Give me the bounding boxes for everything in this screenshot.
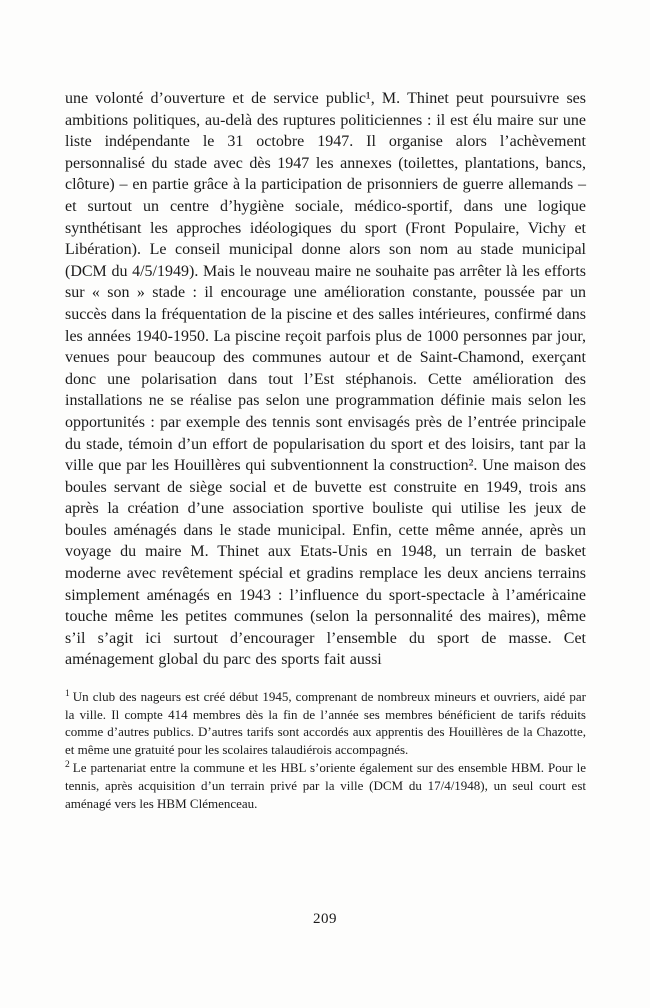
footnote-2-marker: 2 — [65, 760, 70, 771]
footnote-1-text: Un club des nageurs est créé début 1945, comprenant de nombreux mineurs et ouvriers, aidé par la ville. Il compte 414 membres dès la fin de l’année ses membres bénéficient de tarifs réduits comme d’autres publics. D’autres tarifs sont accordés aux apprentis des Houillères de la Chazotte, et même une gratuité pour les scolaires talaudiérois accompagnés. — [65, 689, 586, 757]
footnote-2-text: Le partenariat entre la commune et les HBL s’oriente également sur des ensemble HBM. Pour le tennis, après acquisition d’un terrain privé par la ville (DCM du 17/4/1948), un seul court est aménagé vers les HBM Clémenceau. — [65, 760, 586, 811]
footnote-2 — [65, 759, 586, 812]
footnote-1-marker: 1 — [65, 688, 70, 699]
page-number: 209 — [313, 911, 337, 927]
page-footer — [0, 910, 650, 928]
footnote-1 — [65, 688, 586, 758]
page-body — [65, 88, 586, 671]
footnotes-section — [65, 688, 586, 812]
body-paragraph: une volonté d’ouverture et de service public¹, M. Thinet peut poursuivre ses ambitions politiques, au-delà des ruptures politiciennes : il est élu maire sur une liste indépendante le 31 octobre 1947. Il organise alors l’achèvement personnalisé du stade avec dès 1947 les annexes (toilettes, plantations, bancs, clôture) – en partie grâce à la participation de prisonniers de guerre allemands – et surtout un centre d’hygiène sociale, médico-sportif, dans une logique synthétisant les approches idéologiques du sport (Front Populaire, Vichy et Libération). Le conseil municipal donne alors son nom au stade municipal (DCM du 4/5/1949). Mais le nouveau maire ne souhaite pas arrêter là les efforts sur « son » stade : il encourage une amélioration constante, poussée par un succès dans la fréquentation de la piscine et des salles intérieures, confirmé dans les années 1940-1950. La piscine reçoit parfois plus de 1000 personnes par jour, venues pour beaucoup des communes autour et de Saint-Chamond, exerçant donc une polarisation dans tout l’Est stéphanois. Cette amélioration des installations ne se réalise pas selon une programmation définie mais selon les opportunités : par exemple des tennis sont envisagés près de l’entrée principale du stade, témoin d’un effort de popularisation du sport et des loisirs, tant par la ville que par les Houillères qui subventionnent la construction². Une maison des boules servant de siège social et de buvette est construite en 1949, trois ans après la création d’une association sportive bouliste qui utilise les jeux de boules aménagés dans le stade municipal. Enfin, cette même année, après un voyage du maire M. Thinet aux Etats-Unis en 1948, un terrain de basket moderne avec revêtement spécial et gradins remplace les deux anciens terrains simplement aménagés en 1943 : l’influence du sport-spectacle à l’américaine touche même les petites communes (selon la personnalité des maires), même s’il s’agit ici surtout d’encourager l’ensemble du sport de masse. Cet aménagement global du parc des sports fait aussi — [65, 90, 586, 669]
